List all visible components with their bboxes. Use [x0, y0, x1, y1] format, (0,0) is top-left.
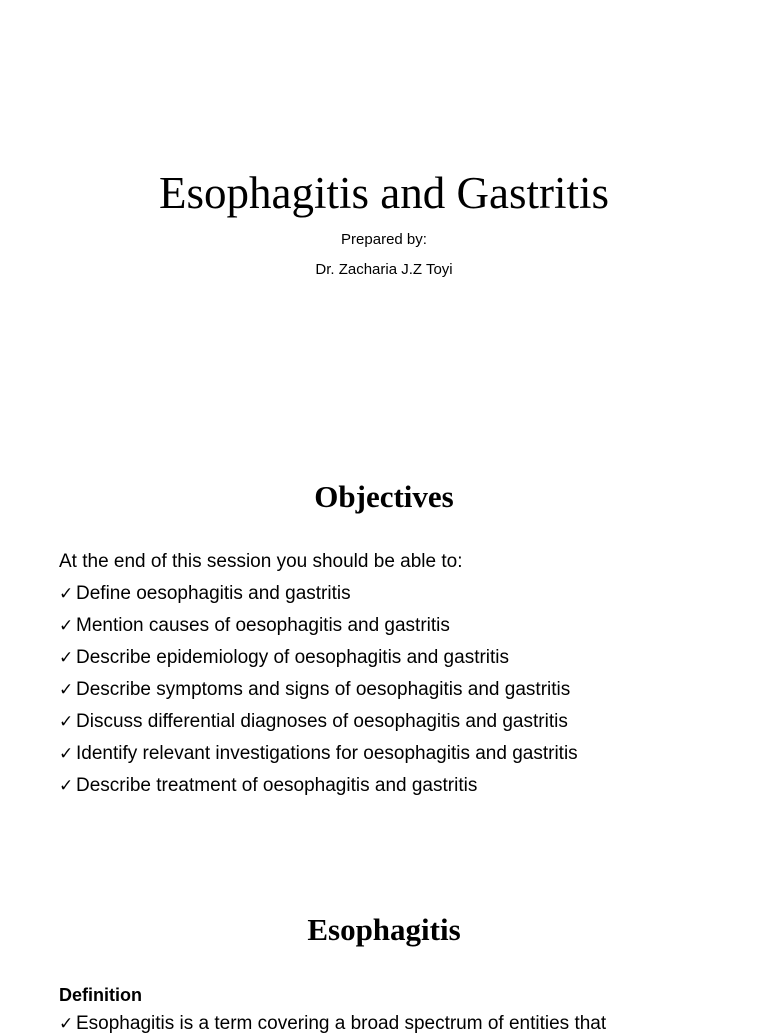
author-name: Dr. Zacharia J.Z Toyi [315, 261, 453, 278]
objective-text: Describe epidemiology of oesophagitis and gastritis [76, 647, 510, 668]
prepared-by-label: Prepared by: [341, 231, 427, 248]
objective-text: Describe treatment of oesophagitis and gastritis [76, 775, 478, 796]
objective-item [59, 578, 578, 610]
objective-text: Mention causes of oesophagitis and gastritis [76, 615, 450, 636]
checkmark-icon: ✓ [59, 744, 74, 764]
objective-item [59, 770, 578, 802]
document-title: Esophagitis and Gastritis [159, 168, 609, 218]
checkmark-icon: ✓ [59, 680, 74, 700]
objectives-list [59, 546, 578, 802]
esophagitis-heading: Esophagitis [307, 912, 461, 947]
objective-item [59, 706, 578, 738]
objective-item [59, 674, 578, 706]
objective-text: Define oesophagitis and gastritis [76, 583, 351, 604]
objective-text: Identify relevant investigations for oesophagitis and gastritis [76, 743, 578, 764]
objective-item [59, 642, 578, 674]
objectives-intro: At the end of this session you should be able to: [59, 551, 463, 572]
definition-label: Definition [59, 985, 142, 1005]
objective-text: Discuss differential diagnoses of oesophagitis and gastritis [76, 711, 568, 732]
objective-item [59, 738, 578, 770]
checkmark-icon: ✓ [59, 712, 74, 732]
objective-text: Describe symptoms and signs of oesophagitis and gastritis [76, 679, 571, 700]
checkmark-icon: ✓ [59, 776, 74, 796]
checkmark-icon: ✓ [59, 616, 74, 636]
checkmark-icon: ✓ [59, 648, 74, 668]
definition-partial-line [59, 1012, 699, 1036]
definition-text: Esophagitis is a term covering a broad spectrum of entities that [76, 1013, 607, 1034]
checkmark-icon: ✓ [59, 1014, 74, 1034]
objectives-heading: Objectives [314, 479, 454, 514]
objective-item [59, 610, 578, 642]
checkmark-icon: ✓ [59, 584, 74, 604]
